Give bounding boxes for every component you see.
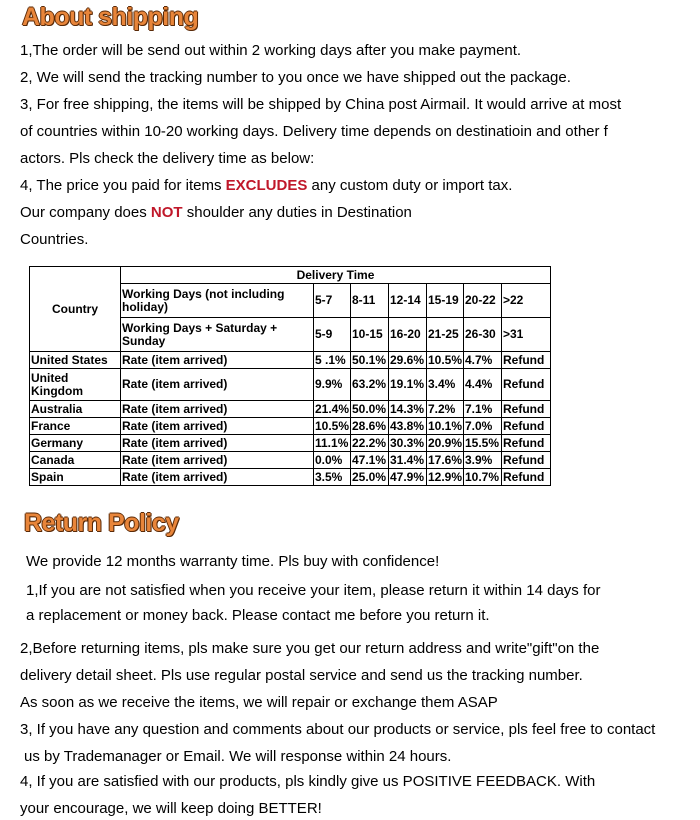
return-line-1: We provide 12 months warranty time. Pls buy with confidence!: [26, 553, 440, 570]
country-cell: Australia: [30, 401, 121, 418]
table-row: [30, 435, 551, 452]
line6-pre: 4, The price you paid for items: [20, 177, 226, 194]
working-days-cell: 8-11: [351, 284, 389, 318]
rate-value-cell: 7.0%: [464, 418, 502, 435]
rate-value-cell: 3.4%: [427, 369, 464, 401]
rate-label-cell: Rate (item arrived): [121, 469, 314, 486]
rate-value-cell: 0.0%: [314, 452, 351, 469]
weekend-days-cell: >31: [502, 318, 551, 352]
rate-value-cell: 12.9%: [428, 469, 463, 484]
rate-value-cell: Refund: [502, 435, 551, 452]
rate-value-cell: 63.2%: [351, 369, 389, 401]
rate-label-cell: Rate (item arrived): [121, 435, 314, 452]
table-row: [30, 352, 551, 369]
table-row: [30, 401, 551, 418]
working-days-cell: 20-22: [464, 284, 502, 318]
return-line-8: us by Trademanager or Email. We will response within 24 hours.: [24, 748, 452, 765]
table-row: [30, 452, 551, 469]
weekend-days-cell: 26-30: [464, 318, 502, 352]
weekend-days-cell: 5-9: [314, 318, 351, 352]
country-header: Country: [30, 267, 121, 352]
rate-value-cell: 7.1%: [464, 401, 502, 418]
rate-value-cell: 20.9%: [428, 435, 463, 450]
country-cell: United Kingdom: [30, 369, 121, 401]
table-row: [30, 469, 551, 486]
rate-label-cell: Rate (item arrived): [121, 452, 314, 469]
shipping-line-3: 3, For free shipping, the items will be shipped by China post Airmail. It would arrive at most: [20, 96, 622, 113]
rate-value-cell: 3.9%: [464, 452, 502, 469]
rate-value-cell: 14.3%: [389, 401, 427, 418]
working-days-cell: >22: [502, 284, 551, 318]
rate-label-cell: Rate (item arrived): [121, 369, 314, 401]
return-line-9: 4, If you are satisfied with our products, pls kindly give us POSITIVE FEEDBACK. With: [20, 773, 596, 790]
return-line-2: 1,If you are not satisfied when you receive your item, please return it within 14 days for: [26, 582, 601, 599]
weekend-days-cell: 16-20: [389, 318, 427, 352]
rate-value-cell: 4.7%: [464, 352, 502, 369]
rate-value-cell: 11.1%: [314, 435, 351, 452]
rate-value-cell: Refund: [502, 401, 551, 418]
rate-value-cell: 4.4%: [464, 369, 502, 401]
rate-value-cell: 30.3%: [389, 435, 427, 452]
table-row: [30, 369, 551, 401]
rate-value-cell: 47.1%: [351, 452, 389, 469]
country-cell: Canada: [30, 452, 121, 469]
rate-value-cell: 29.6%: [389, 352, 427, 369]
rate-value-cell: 50.1%: [351, 352, 389, 369]
rate-value-cell: Refund: [502, 352, 551, 369]
rate-value-cell: Refund: [502, 469, 551, 486]
rate-value-cell: Refund: [502, 452, 551, 469]
weekend-days-cell: 10-15: [351, 318, 389, 352]
rate-value-cell: Refund: [502, 369, 551, 401]
country-cell: United States: [30, 352, 121, 369]
rate-value-cell: 31.4%: [389, 452, 427, 469]
shipping-line-7: [20, 204, 412, 221]
rate-value-cell: 5 .1%: [314, 352, 351, 369]
line6-post: any custom duty or import tax.: [307, 177, 513, 194]
rate-value-cell: 10.1%: [428, 418, 463, 433]
rate-value-cell: 17.6%: [428, 452, 463, 467]
shipping-heading: About shipping: [22, 3, 199, 31]
return-line-5: delivery detail sheet. Pls use regular postal service and send us the tracking number.: [20, 667, 583, 684]
country-cell: France: [30, 418, 121, 435]
shipping-line-6: [20, 177, 512, 194]
return-policy-heading: Return Policy: [24, 509, 179, 537]
delivery-time-table: [29, 266, 551, 486]
rate-value-cell: Refund: [502, 418, 551, 435]
rate-value-cell: 3.5%: [314, 469, 351, 486]
line7-pre: Our company does: [20, 204, 151, 221]
shipping-line-4: of countries within 10-20 working days. Delivery time depends on destinatioin and other f: [20, 123, 608, 140]
line7-post: shoulder any duties in Destination: [182, 204, 412, 221]
shipping-line-5: actors. Pls check the delivery time as below:: [20, 150, 315, 167]
rate-label-cell: Rate (item arrived): [121, 418, 314, 435]
working-days-cell: 5-7: [314, 284, 351, 318]
rate-value-cell: 10.5%: [428, 352, 463, 367]
return-line-4: 2,Before returning items, pls make sure you get our return address and write"gift"on the: [20, 640, 600, 657]
rate-label-cell: Rate (item arrived): [121, 352, 314, 369]
rate-value-cell: 19.1%: [389, 369, 427, 401]
shipping-line-1: 1,The order will be send out within 2 working days after you make payment.: [20, 42, 522, 59]
not-emphasis: NOT: [150, 204, 183, 221]
working-days-label: Working Days (not including holiday): [121, 284, 314, 318]
country-cell: Germany: [30, 435, 121, 452]
rate-label-cell: Rate (item arrived): [121, 401, 314, 418]
rate-value-cell: 9.9%: [314, 369, 351, 401]
rate-value-cell: 10.5%: [315, 418, 350, 433]
return-line-6: As soon as we receive the items, we will repair or exchange them ASAP: [20, 694, 498, 711]
rate-value-cell: 25.0%: [351, 469, 389, 486]
return-line-3: a replacement or money back. Please contact me before you return it.: [26, 607, 490, 624]
rate-value-cell: 22.2%: [351, 435, 389, 452]
shipping-line-8: Countries.: [20, 231, 89, 248]
table-row: [30, 418, 551, 435]
weekend-days-cell: 21-25: [427, 318, 464, 352]
shipping-line-2: 2, We will send the tracking number to you once we have shipped out the package.: [20, 69, 571, 86]
rate-value-cell: 15.5%: [464, 435, 502, 452]
rate-value-cell: 21.4%: [315, 401, 350, 416]
country-cell: Spain: [30, 469, 121, 486]
return-line-10: your encourage, we will keep doing BETTER!: [20, 800, 322, 817]
rate-value-cell: 28.6%: [351, 418, 389, 435]
excludes-emphasis: EXCLUDES: [225, 177, 308, 194]
rate-value-cell: 7.2%: [427, 401, 464, 418]
rate-value-cell: 43.8%: [389, 418, 427, 435]
delivery-time-header: Delivery Time: [121, 267, 551, 284]
return-line-7: 3, If you have any question and comments about our products or service, pls feel free to contact: [20, 721, 656, 738]
rate-value-cell: 10.7%: [464, 469, 502, 486]
weekend-days-label: Working Days + Saturday + Sunday: [121, 318, 314, 352]
working-days-cell: 12-14: [389, 284, 427, 318]
working-days-cell: 15-19: [427, 284, 464, 318]
rate-value-cell: 50.0%: [351, 401, 389, 418]
rate-value-cell: 47.9%: [389, 469, 427, 486]
